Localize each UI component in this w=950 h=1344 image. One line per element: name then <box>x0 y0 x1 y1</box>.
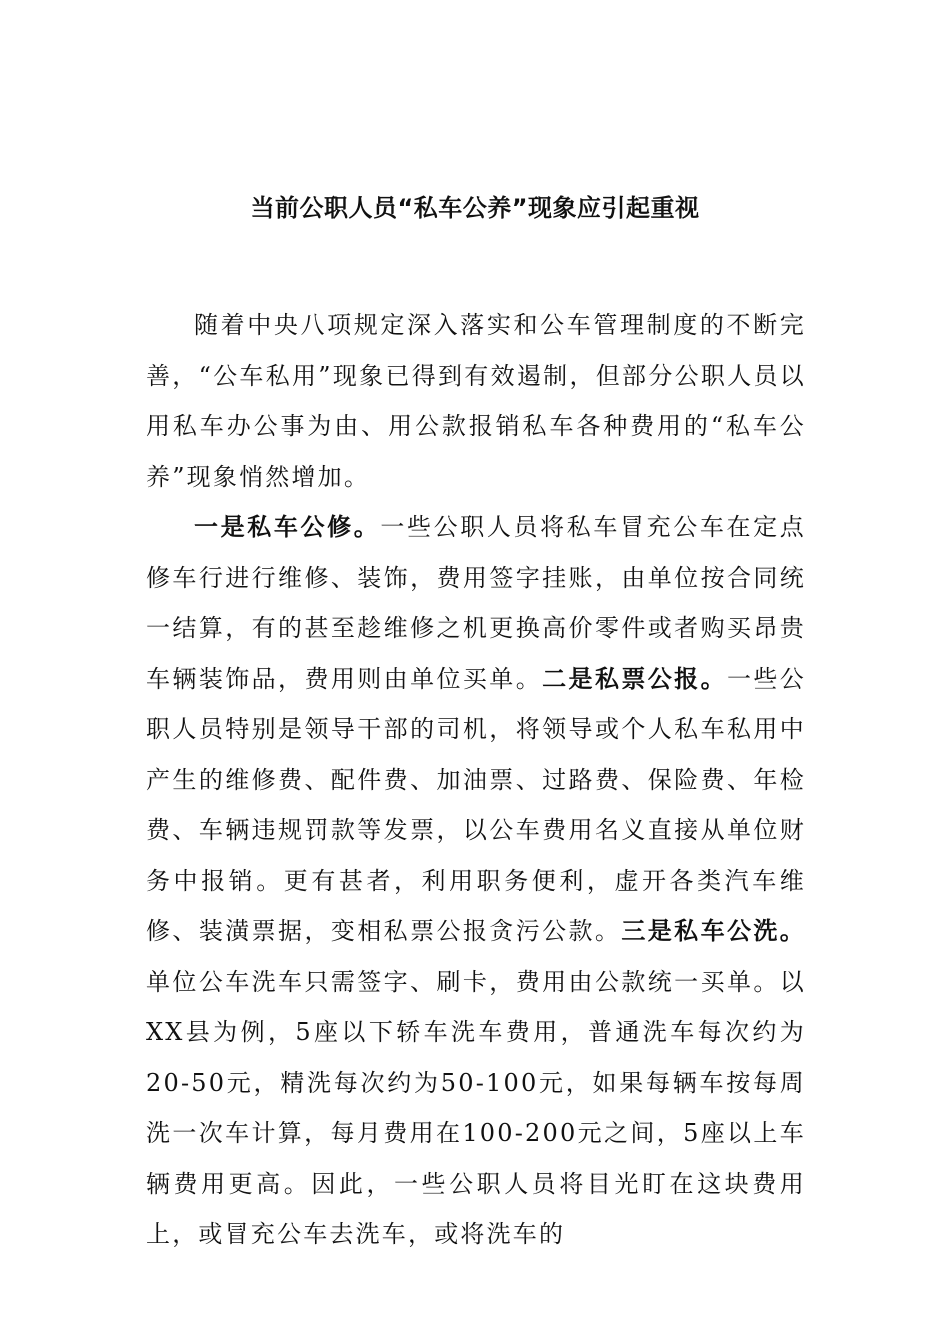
intro-paragraph: 随着中央八项规定深入落实和公车管理制度的不断完善，“公车私用”现象已得到有效遏制，但部分公职人员以用私车办公事为由、用公款报销私车各种费用的“私车公养”现象悄然增加。 <box>146 311 806 491</box>
lead-heading-1: 一是私车公修。 <box>194 512 381 541</box>
document-title: 当前公职人员“私车公养”现象应引起重视 <box>250 194 700 222</box>
lead-heading-2: 二是私票公报。 <box>542 663 727 693</box>
section-paragraph <box>146 502 806 1260</box>
section-text-1: 一些公职人员将私车冒充公车在定点修车行进行维修、装饰，费用签字挂账，由单位按合同统一结算，有的甚至趁维修之机更换高价零件或者购买昂贵车辆装饰品，费用则由单位买单。 <box>146 513 806 693</box>
document-body <box>146 300 806 1260</box>
section-text-3: 单位公车洗车只需签字、刷卡，费用由公款统一买单。以XX县为例，5座以下轿车洗车费用，普通洗车每次约为20-50元，精洗每次约为50-100元，如果每辆车按每周洗一次车计算，每月费用在100-200元之间，5座以上车辆费用更高。因此，一些公职人员将目光盯在这块费用上，或冒充公车去洗车，或将洗车的 <box>146 967 806 1248</box>
section-text-2: 一些公职人员特别是领导干部的司机，将领导或个人私车私用中产生的维修费、配件费、加油票、过路费、保险费、年检费、车辆违规罚款等发票，以公车费用名义直接从单位财务中报销。更有甚者，利用职务便利，虚开各类汽车维修、装潢票据，变相私票公报贪污公款。 <box>146 664 806 945</box>
lead-heading-3: 三是私车公洗。 <box>621 916 806 945</box>
